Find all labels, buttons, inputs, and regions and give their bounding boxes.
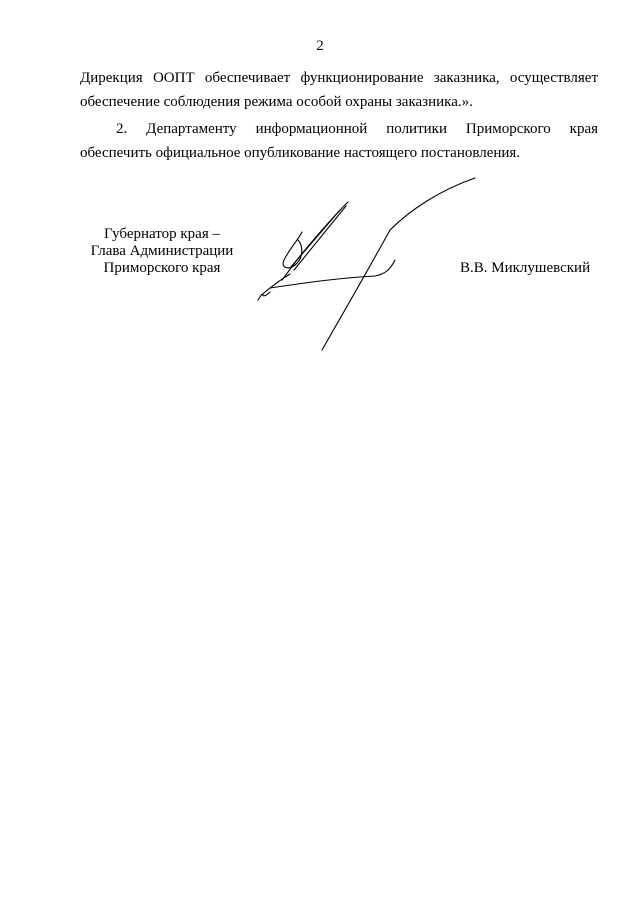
- paragraph-line: 2. Департаменту информационной политики Приморского края: [116, 121, 598, 137]
- signatory-title: [78, 226, 246, 277]
- paragraph-line: Дирекция ООПТ обеспечивает функционирование заказника, осуществляет: [80, 70, 598, 86]
- paragraph-directorate: [80, 66, 598, 114]
- signer-name: В.В. Миклушевский: [460, 260, 591, 276]
- paragraph-publication: [80, 117, 598, 165]
- signatory-title-line: Губернатор края –: [104, 226, 220, 242]
- signatory-title-line: Приморского края: [103, 260, 221, 276]
- handwritten-signature: [250, 170, 490, 360]
- page-number: 2: [316, 38, 324, 54]
- signatory-title-line: Глава Администрации: [90, 243, 234, 259]
- paragraph-line: обеспечение соблюдения режима особой охраны заказника.».: [80, 94, 473, 110]
- paragraph-line: обеспечить официальное опубликование настоящего постановления.: [80, 145, 521, 161]
